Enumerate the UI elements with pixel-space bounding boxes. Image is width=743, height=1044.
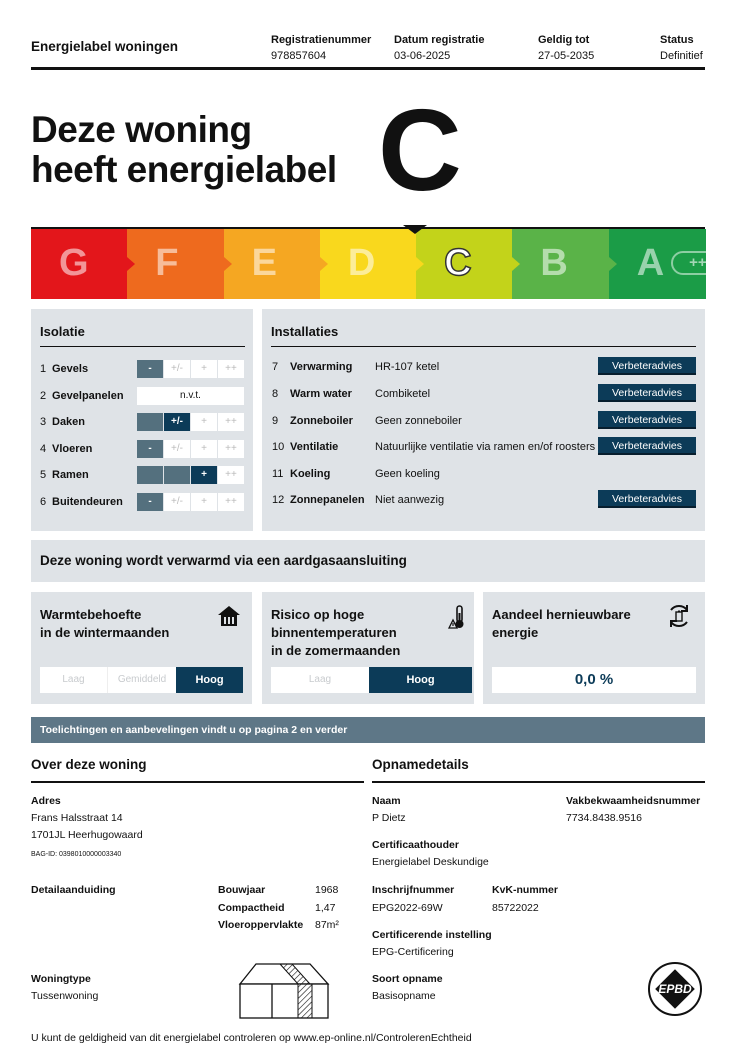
rating-cell: + [191, 413, 217, 431]
scale-letter-e: E [251, 242, 277, 284]
inschrijfnummer-label: Inschrijfnummer [372, 884, 455, 896]
rating-cell: ++ [218, 440, 244, 458]
isolatie-title-rule [40, 346, 245, 347]
installatie-value: Combiketel [375, 388, 431, 400]
warmte-option-gemiddeld: Gemiddeld [107, 667, 176, 693]
installatie-row-number: 12 [272, 494, 285, 506]
isolatie-row-buitendeuren: Buitendeuren [52, 496, 123, 508]
header-value-registratienummer: 978857604 [271, 50, 327, 62]
header-label-status: Status [660, 34, 694, 46]
thermometer-icon [448, 604, 468, 630]
isolatie-row-number: 3 [40, 416, 47, 428]
hernieuwbaar-title-2: energie [492, 625, 539, 640]
naam-value: P Dietz [372, 812, 406, 824]
soort-opname-value: Basisopname [372, 990, 436, 1002]
risico-title-3: in de zomermaanden [271, 643, 401, 658]
scale-letter-b: B [540, 242, 568, 284]
rating-cell: - [137, 493, 163, 511]
scale-band-c [416, 229, 513, 299]
compactheid-value: 1,47 [315, 902, 336, 914]
rating-cell: - [137, 440, 163, 458]
verbeteradvies-button[interactable]: Verbeteradvies [598, 490, 696, 508]
rating-cell: ++ [218, 466, 244, 484]
rating-cell: ++ [218, 360, 244, 378]
hero-energy-label: C [378, 85, 462, 215]
house-heat-icon [217, 605, 241, 627]
risico-option-hoog: Hoog [369, 667, 472, 693]
isolatie-row-ramen: Ramen [52, 469, 89, 481]
scale-letter-a: A [636, 242, 665, 284]
instelling-value: EPG-Certificering [372, 946, 454, 958]
rating-cell: +/- [164, 440, 190, 458]
installaties-title: Installaties [271, 324, 339, 339]
hernieuwbaar-panel [483, 592, 705, 704]
scale-notch [416, 257, 424, 271]
hero-line-2: heeft energielabel [31, 149, 337, 190]
verbeteradvies-button[interactable]: Verbeteradvies [598, 357, 696, 375]
scale-plus-badge: ++++ [671, 251, 743, 275]
installatie-row-number: 11 [272, 468, 284, 480]
isolatie-rating-scale [137, 360, 245, 378]
installatie-value: HR-107 ketel [375, 361, 440, 373]
rating-cell: +/- [164, 413, 190, 431]
scale-notch [127, 257, 135, 271]
rating-cell: ++ [218, 413, 244, 431]
vakbekwaamheid-label: Vakbekwaamheidsnummer [566, 795, 701, 807]
scale-top-rule [31, 227, 705, 229]
rating-cell: +/- [164, 360, 190, 378]
scale-band-b [512, 229, 609, 299]
instelling-label: Certificerende instelling [372, 929, 492, 941]
compactheid-label: Compactheid [218, 902, 285, 914]
certificaathouder-label: Certificaathouder [372, 839, 459, 851]
rating-cell [137, 466, 163, 484]
installatie-value: Geen zonneboiler [375, 415, 462, 427]
woning-title: Over deze woning [31, 757, 147, 772]
toelichting-bar [31, 717, 705, 743]
risico-option-laag: Laag [271, 667, 369, 693]
soort-opname-label: Soort opname [372, 973, 443, 985]
verbeteradvies-button[interactable]: Verbeteradvies [598, 384, 696, 402]
installaties-title-rule [271, 346, 696, 347]
epbd-logo-text: EPBD [658, 982, 692, 996]
scale-notch [224, 257, 232, 271]
isolatie-row-vloeren: Vloeren [52, 443, 93, 455]
scale-band-f [127, 229, 224, 299]
scale-letter-d: D [347, 242, 376, 284]
vakbekwaamheid-value: 7734.8438.9516 [566, 812, 642, 824]
hero-line-1: Deze woning [31, 109, 252, 150]
scale-letter-f: F [155, 242, 179, 284]
vloeroppervlakte-value: 87m² [315, 919, 339, 931]
isolatie-panel [31, 309, 253, 531]
bouwjaar-value: 1968 [315, 884, 339, 896]
rating-cell: + [191, 440, 217, 458]
bag-id: BAG-ID: 0398010000003340 [31, 851, 122, 858]
epbd-logo [648, 962, 702, 1016]
scale-band-d [320, 229, 417, 299]
installatie-row-number: 8 [272, 388, 279, 400]
isolatie-rating-scale [137, 440, 245, 458]
isolatie-rating-scale [137, 413, 245, 431]
isolatie-row-number: 4 [40, 443, 47, 455]
header-value-datum: 03-06-2025 [394, 50, 451, 62]
scale-letter-g: G [59, 242, 89, 284]
installatie-value: Natuurlijke ventilatie via ramen en/of roosters [375, 441, 596, 453]
installatie-row-number: 9 [272, 415, 279, 427]
inschrijfnummer-value: EPG2022-69W [372, 902, 443, 914]
installatie-value: Geen koeling [375, 468, 440, 480]
toelichting-text: Toelichtingen en aanbevelingen vindt u op pagina 2 en verder [40, 724, 348, 736]
isolatie-row-number: 6 [40, 496, 47, 508]
opname-title: Opnamedetails [372, 757, 469, 772]
rating-cell: - [137, 360, 163, 378]
certificaathouder-value: Energielabel Deskundige [372, 856, 489, 868]
rating-cell: + [191, 360, 217, 378]
scale-notch [320, 257, 328, 271]
scale-band-e [224, 229, 321, 299]
warmte-title-2: in de wintermaanden [40, 625, 170, 640]
kvk-label: KvK-nummer [492, 884, 558, 896]
terraced-house-icon [238, 962, 330, 1020]
header-value-geldig: 27-05-2035 [538, 50, 595, 62]
isolatie-row-daken: Daken [52, 416, 86, 428]
opname-rule [372, 781, 705, 783]
rating-cell: +/- [164, 493, 190, 511]
heating-text: Deze woning wordt verwarmd via een aardgasaansluiting [40, 553, 407, 568]
woningtype-label: Woningtype [31, 973, 91, 985]
installatie-row-number: 7 [272, 361, 279, 373]
adres-line-2: 1701JL Heerhugowaard [31, 829, 143, 841]
woningtype-value: Tussenwoning [31, 990, 99, 1002]
isolatie-row-number: 5 [40, 469, 47, 481]
adres-line-1: Frans Halsstraat 14 [31, 812, 123, 824]
installatie-row-zonnepanelen: Zonnepanelen [290, 494, 365, 506]
bouwjaar-label: Bouwjaar [218, 884, 266, 896]
footer-text: U kunt de geldigheid van dit energielabel controleren op www.ep-online.nl/ControlerenEchtheid [31, 1032, 472, 1044]
scale-letter-c: C [444, 242, 472, 284]
heating-banner [31, 540, 705, 582]
renewable-cycle-icon [665, 602, 693, 630]
installatie-value: Niet aanwezig [375, 494, 445, 506]
rating-cell: + [191, 466, 217, 484]
rating-cell: + [191, 493, 217, 511]
risico-options [271, 667, 472, 693]
scale-band-a [609, 229, 725, 299]
warmte-title-1: Warmtebehoefte [40, 607, 142, 622]
risico-title-2: binnentemperaturen [271, 625, 397, 640]
isolatie-row-number: 2 [40, 390, 47, 402]
risico-title-1: Risico op hoge [271, 607, 365, 622]
isolatie-row-gevelpanelen: Gevelpanelen [52, 390, 124, 402]
warmte-option-laag: Laag [40, 667, 107, 693]
adres-label: Adres [31, 795, 61, 807]
document-title: Energielabel woningen [31, 39, 179, 54]
installatie-row-koeling: Koeling [290, 468, 331, 480]
installatie-row-number: 10 [272, 441, 285, 453]
rating-cell [164, 466, 190, 484]
isolatie-rating-scale [137, 466, 245, 484]
hernieuwbaar-title-1: Aandeel hernieuwbare [492, 607, 631, 622]
hernieuwbaar-value: 0,0 % [492, 667, 696, 693]
warmte-panel [31, 592, 252, 704]
installatie-row-zonneboiler: Zonneboiler [290, 415, 353, 427]
isolatie-row-number: 1 [40, 363, 47, 375]
installatie-row-ventilatie: Ventilatie [290, 441, 339, 453]
verbeteradvies-button[interactable]: Verbeteradvies [598, 437, 696, 455]
vloeroppervlakte-label: Vloeroppervlakte [218, 919, 304, 931]
warmte-options [40, 667, 243, 693]
isolatie-title: Isolatie [40, 324, 85, 339]
header-label-datum: Datum registratie [394, 34, 485, 46]
rating-cell: ++ [218, 493, 244, 511]
isolatie-nvt: n.v.t. [137, 387, 244, 405]
header-label-geldig: Geldig tot [538, 34, 590, 46]
installatie-row-warm-water: Warm water [290, 388, 352, 400]
isolatie-row-gevels: Gevels [52, 363, 89, 375]
scale-band-g [31, 229, 128, 299]
rating-cell [137, 413, 163, 431]
isolatie-rating-scale [137, 493, 245, 511]
detail-label: Detailaanduiding [31, 884, 116, 896]
header-rule [31, 67, 705, 70]
header-value-status: Definitief [660, 50, 703, 62]
woning-rule [31, 781, 364, 783]
risico-panel [262, 592, 474, 704]
naam-label: Naam [372, 795, 401, 807]
header-label-registratienummer: Registratienummer [271, 34, 372, 46]
scale-notch [609, 257, 617, 271]
scale-notch [512, 257, 520, 271]
verbeteradvies-button[interactable]: Verbeteradvies [598, 411, 696, 429]
warmte-option-hoog: Hoog [176, 667, 243, 693]
installatie-row-verwarming: Verwarming [290, 361, 353, 373]
kvk-value: 85722022 [492, 902, 539, 914]
